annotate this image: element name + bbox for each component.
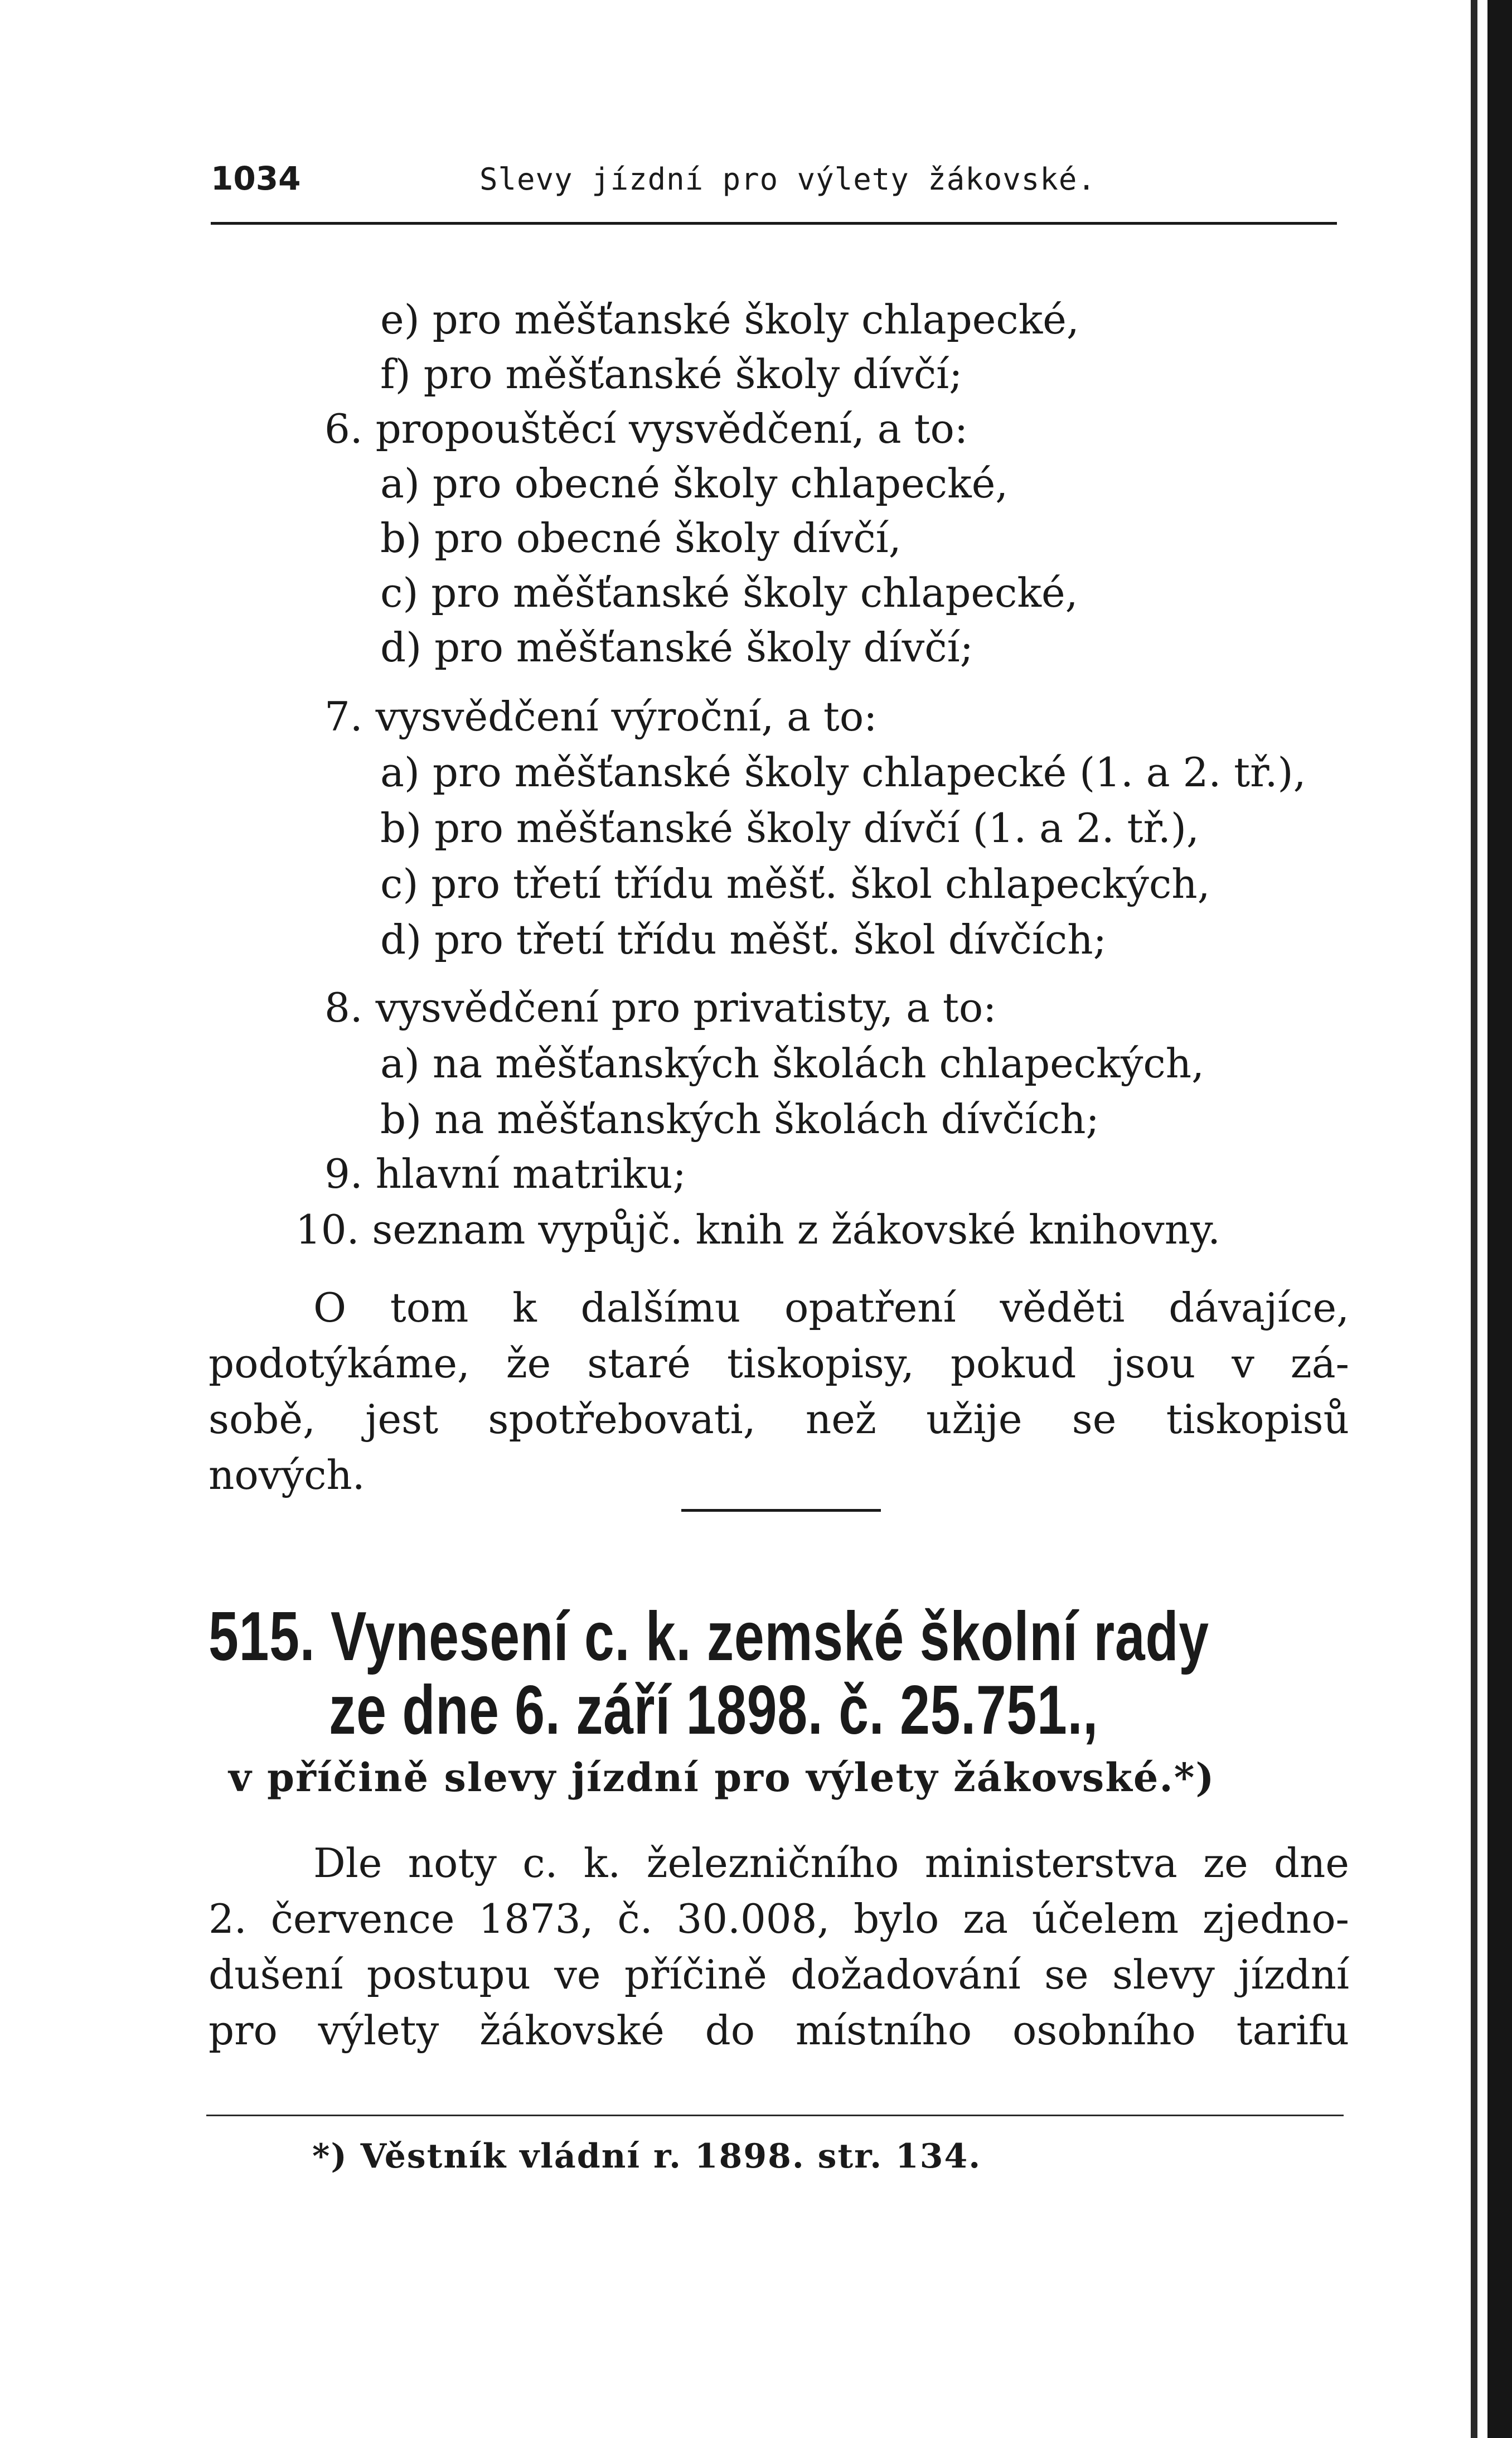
paragraph-line: sobě, jest spotřebovati, než užije se tiskopisů [209,1396,1349,1443]
paragraph-line: Dle noty c. k. železničního ministerstva ze dne [313,1840,1349,1886]
header-rule [211,222,1337,225]
list-item: b) pro měšťanské školy dívčí (1. a 2. tř.), [380,805,1199,852]
running-title: Slevy jízdní pro výlety žákovské. [479,162,1096,197]
section-subheading: v příčině slevy jízdní pro výlety žákovské.*) [229,1754,1215,1801]
paragraph-line: pro výlety žákovské do místního osobního tarifu [209,2007,1349,2054]
list-item: f) pro měšťanské školy dívčí; [380,351,963,398]
list-item: e) pro měšťanské školy chlapecké, [380,296,1079,343]
list-item: a) na měšťanských školách chlapeckých, [380,1040,1205,1087]
paragraph-line: nových. [209,1452,365,1498]
binding-shadow [1471,0,1477,2438]
footnote-rule [206,2115,1344,2116]
list-item: c) pro měšťanské školy chlapecké, [380,569,1078,616]
list-item: b) pro obecné školy dívčí, [380,515,902,562]
paragraph-line: O tom k dalšímu opatření věděti dávajíce, [313,1284,1349,1331]
page-header [211,159,1337,204]
list-item: 6. propouštěcí vysvědčení, a to: [324,405,968,452]
list-item: 7. vysvědčení výroční, a to: [324,693,878,740]
section-heading-date: ze dne 6. září 1898. č. 25.751., [329,1672,1098,1749]
list-item: 8. vysvědčení pro privatisty, a to: [324,984,997,1031]
footnote: *) Věstník vládní r. 1898. str. 134. [312,2137,982,2176]
list-item: 9. hlavní matriku; [324,1150,686,1197]
list-item: b) na měšťanských školách dívčích; [380,1096,1099,1143]
list-item: 10. seznam vypůjč. knih z žákovské knihovny. [295,1206,1221,1253]
section-divider [681,1509,881,1512]
list-item: c) pro třetí třídu měšť. škol chlapeckých, [380,860,1210,907]
paragraph-line: dušení postupu ve příčině dožadování se slevy jízdní [209,1951,1349,1998]
list-item: d) pro třetí třídu měšť. škol dívčích; [380,916,1107,963]
list-item: a) pro obecné školy chlapecké, [380,460,1009,507]
list-item: d) pro měšťanské školy dívčí; [380,624,973,671]
page-edge [1487,0,1512,2438]
page-number: 1034 [211,159,301,197]
list-item: a) pro měšťanské školy chlapecké (1. a 2. tř.), [380,749,1306,796]
paragraph-line: 2. července 1873, č. 30.008, bylo za účelem zjedno- [209,1895,1349,1942]
paragraph-line: podotýkáme, že staré tiskopisy, pokud jsou v zá- [209,1340,1349,1387]
section-heading: 515. Vynesení c. k. zemské školní rady [209,1598,1209,1675]
